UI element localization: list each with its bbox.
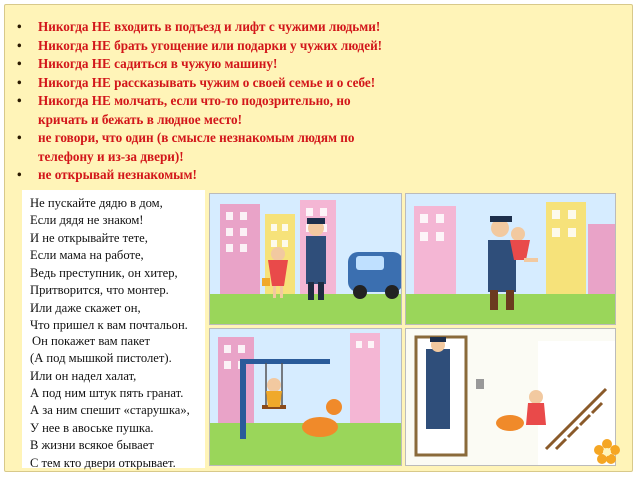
bullet-icon: • [17,167,22,182]
rule-item: • Никогда НЕ брать угощение или подарки у чужих людей! [17,37,487,56]
poem-line: Если мама на работе, [30,248,144,262]
bullet-icon: • [17,56,22,71]
poem-line: (А под мышкой пистолет). [30,351,172,365]
rule-item: • Никогда НЕ садиться в чужую машину! [17,55,487,74]
poem-line: Или даже скажет он, [30,301,141,315]
illustration-abduction [405,193,616,325]
poem-line: Ведь преступник, он хитер, [30,266,178,280]
bullet-icon: • [17,37,22,53]
flower-icon [593,438,621,466]
rule-item: • Никогда НЕ молчать, если что-то подозрительно, но кричать и бежать в людное место! [17,93,351,127]
bullet-icon: • [17,130,22,145]
poem-line: Или он надел халат, [30,369,137,383]
poem-box [22,190,205,468]
bullet-icon: • [17,93,22,108]
poem-line: С тем кто двери открывает. [30,456,176,470]
poem-line: А под ним штук пять гранат. [30,386,184,400]
safety-rules-list [17,18,487,185]
illustration-stranger-car [209,193,402,325]
poem-line: Притворится, что монтер. [30,283,169,297]
poem-line: Что пришел к вам почтальон. [30,318,188,332]
bullet-icon: • [17,19,22,34]
illustration-playground [209,328,402,466]
rule-item: • Никогда НЕ входить в подъезд и лифт с чужими людьми! [17,18,487,37]
poem-line: У нее в авоське пушка. [30,421,154,435]
poem-line: Если дядя не знаком! [30,213,144,227]
bullet-icon: • [17,74,22,90]
poem-line: В жизни всякое бывает [30,438,154,452]
illustration-doorway [405,328,616,466]
rule-item: • не говори, что один (в смысле незнакомым людям по телефону и из-за двери)! [17,130,355,164]
poem-line: А за ним спешит «старушка», [30,403,190,417]
poem-line: Он покажет вам пакет [32,334,151,348]
rule-item: • не открывай незнакомым! [17,166,487,185]
poem-line: И не открывайте тете, [30,231,148,245]
poem-line: Не пускайте дядю в дом, [30,196,163,210]
rule-item: • Никогда НЕ рассказывать чужим о своей семье и о себе! [17,74,487,93]
